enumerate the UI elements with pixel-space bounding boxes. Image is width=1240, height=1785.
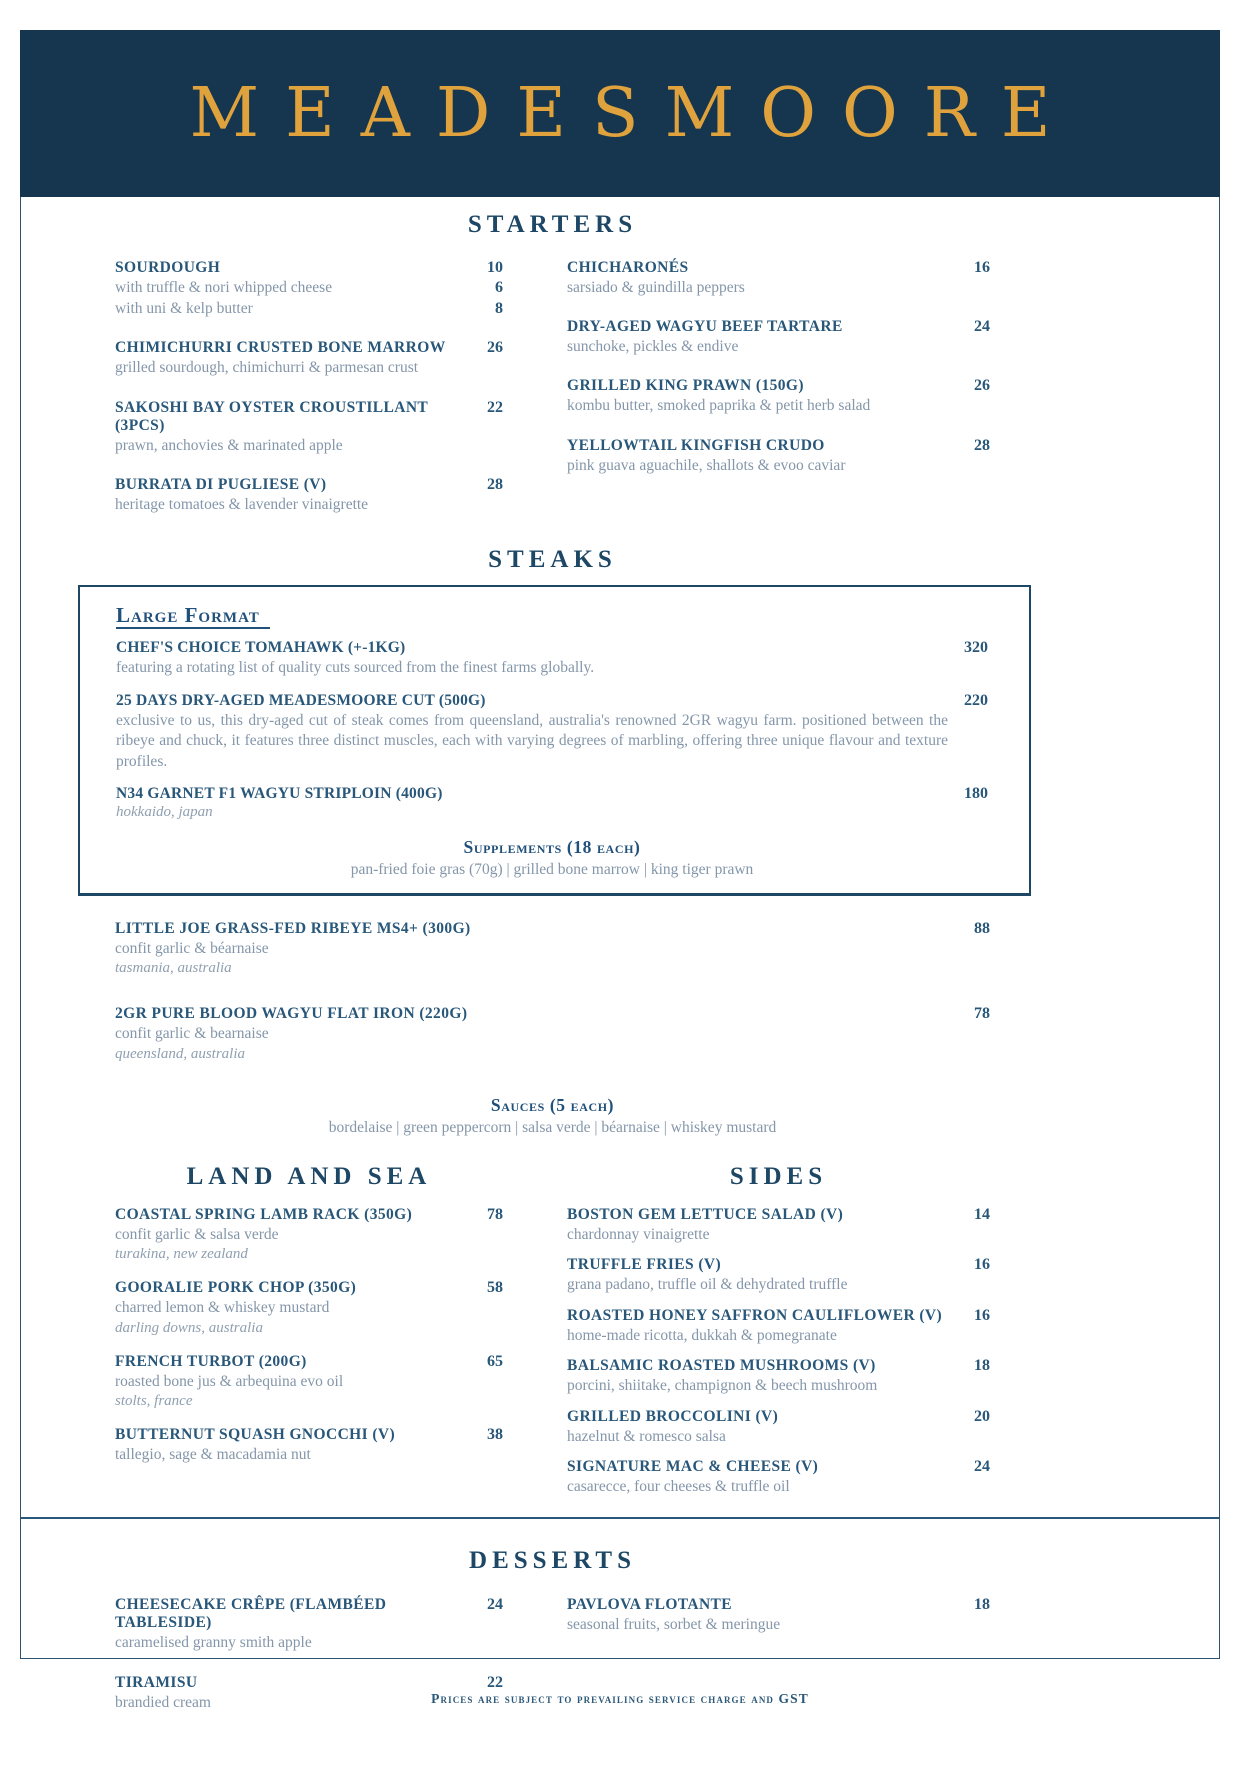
item-price: 18 xyxy=(974,1596,990,1614)
item-origin: stolts, france xyxy=(115,1392,193,1409)
item-origin: turakina, new zealand xyxy=(115,1246,248,1263)
section-title-steaks: STEAKS xyxy=(488,545,617,573)
item-title: CHEESECAKE CRÊPE (FLAMBÉED TABLESIDE) xyxy=(115,1596,387,1632)
item-lines xyxy=(115,277,503,320)
supplements-text: pan-fried foie gras (70g) | grilled bone marrow | king tiger prawn xyxy=(350,861,754,879)
menu-item xyxy=(115,1674,503,1713)
item-title: CHICHARONÉS xyxy=(567,258,689,276)
item-origin: queensland, australia xyxy=(115,1045,245,1062)
item-lines xyxy=(567,1614,990,1635)
item-origin: darling downs, australia xyxy=(115,1319,263,1336)
section-divider xyxy=(21,1517,1219,1519)
large-format-box xyxy=(78,585,1031,896)
item-title: DRY-AGED WAGYU BEEF TARTARE xyxy=(567,317,843,335)
item-title: SAKOSHI BAY OYSTER CROUSTILLANT (3PCS) xyxy=(115,398,428,434)
item-description: grilled sourdough, chimichurri & parmesan crust xyxy=(115,359,419,377)
item-title: GRILLED KING PRAWN (150G) xyxy=(567,377,804,395)
item-header xyxy=(567,1596,990,1614)
section-title-land-and-sea: LAND AND SEA xyxy=(186,1162,432,1190)
item-line xyxy=(115,1444,503,1465)
menu-item xyxy=(115,1206,503,1265)
item-lines xyxy=(567,1325,990,1346)
item-line xyxy=(567,336,990,357)
item-price: 22 xyxy=(487,1673,503,1691)
steak-items xyxy=(115,920,990,1065)
menu-item xyxy=(115,1426,503,1465)
item-price: 20 xyxy=(974,1407,990,1425)
item-lines xyxy=(115,1297,503,1318)
menu-item xyxy=(567,1408,990,1447)
item-description: casarecce, four cheeses & truffle oil xyxy=(567,1478,790,1496)
item-title: 2GR PURE BLOOD WAGYU FLAT IRON (220G) xyxy=(115,1005,468,1023)
item-title: PAVLOVA FLOTANTE xyxy=(567,1596,733,1614)
item-description: exclusive to us, this dry-aged cut of steak comes from queensland, australia's renowned 2GR wagyu farm. positioned between the ribeye and chuck, it features three distinct muscles, each with varying degrees of marbling, offering three unique flavour and texture profiles. xyxy=(116,711,948,770)
item-sub-price: 8 xyxy=(495,299,503,317)
item-header xyxy=(115,399,503,435)
sauces-text: bordelaise | green peppercorn | salsa verde | béarnaise | whiskey mustard xyxy=(328,1118,777,1136)
item-lines xyxy=(567,1274,990,1295)
item-description: caramelised granny smith apple xyxy=(115,1634,312,1652)
item-lines xyxy=(115,357,503,378)
sauces-heading: Sauces (5 each) xyxy=(490,1094,615,1115)
item-description: pink guava aguachile, shallots & evoo caviar xyxy=(567,456,846,474)
item-price: 38 xyxy=(487,1425,503,1443)
item-title: COASTAL SPRING LAMB RACK (350G) xyxy=(115,1206,413,1224)
menu-item xyxy=(115,920,990,979)
menu-item xyxy=(115,339,503,378)
item-lines xyxy=(567,277,990,298)
item-description: chardonnay vinaigrette xyxy=(567,1226,710,1244)
item-header xyxy=(115,1353,503,1371)
item-line xyxy=(567,1476,990,1497)
item-price: 24 xyxy=(974,1458,990,1476)
supplements-heading: Supplements (18 each) xyxy=(463,837,641,858)
item-header xyxy=(567,1206,990,1224)
item-lines xyxy=(115,435,503,456)
starters-left-column xyxy=(115,259,503,536)
item-price: 22 xyxy=(487,398,503,416)
menu-item xyxy=(567,259,990,298)
sides-column xyxy=(567,1163,990,1509)
item-title: CHIMICHURRI CRUSTED BONE MARROW xyxy=(115,339,446,357)
item-description: seasonal fruits, sorbet & meringue xyxy=(567,1616,781,1634)
item-header xyxy=(567,259,990,277)
item-lines xyxy=(115,1444,503,1465)
menu-item xyxy=(567,1458,990,1497)
item-line xyxy=(116,657,988,678)
menu-item xyxy=(115,399,503,456)
menu-item xyxy=(567,1357,990,1396)
item-description: brandied cream xyxy=(115,1693,211,1711)
item-description: hazelnut & romesco salsa xyxy=(567,1427,726,1445)
item-price: 10 xyxy=(487,258,503,276)
item-line xyxy=(115,494,503,515)
item-line xyxy=(115,435,503,456)
item-line xyxy=(115,1224,503,1245)
large-format-items xyxy=(116,639,988,823)
item-title: TIRAMISU xyxy=(115,1673,198,1691)
item-header xyxy=(115,1279,503,1297)
item-header xyxy=(115,339,503,357)
item-description: grana padano, truffle oil & dehydrated truffle xyxy=(567,1276,848,1294)
land-sea-sides-grid xyxy=(115,1163,990,1509)
item-origin: hokkaido, japan xyxy=(116,804,213,821)
menu-item xyxy=(116,639,988,678)
item-title: SIGNATURE MAC & CHEESE (V) xyxy=(567,1458,819,1476)
item-price: 28 xyxy=(974,436,990,454)
item-line xyxy=(567,1274,990,1295)
item-description: with uni & kelp butter xyxy=(115,299,253,317)
item-lines xyxy=(115,1224,503,1245)
restaurant-logo: MEADESMOORE xyxy=(189,73,1077,153)
large-format-heading: Large Format xyxy=(116,603,270,629)
sides-items xyxy=(567,1206,990,1498)
item-lines xyxy=(115,1371,503,1392)
item-description: kombu butter, smoked paprika & petit herb salad xyxy=(567,397,871,415)
item-title: TRUFFLE FRIES (V) xyxy=(567,1256,722,1274)
item-title: GOORALIE PORK CHOP (350G) xyxy=(115,1279,357,1297)
item-price: 16 xyxy=(974,258,990,276)
footer-note: Prices are subject to prevailing service charge and GST xyxy=(431,1691,809,1706)
item-line xyxy=(567,1224,990,1245)
item-line xyxy=(115,938,990,959)
menu-item xyxy=(115,1596,503,1653)
item-price: 28 xyxy=(487,476,503,494)
item-lines xyxy=(567,336,990,357)
item-price: 65 xyxy=(487,1352,503,1370)
item-lines xyxy=(567,1426,990,1447)
item-description: sarsiado & guindilla peppers xyxy=(567,278,745,296)
menu-item xyxy=(115,259,503,320)
item-lines xyxy=(567,1375,990,1396)
item-sub-price: 6 xyxy=(495,278,503,296)
item-title: BALSAMIC ROASTED MUSHROOMS (V) xyxy=(567,1357,876,1375)
item-line xyxy=(115,357,503,378)
item-header xyxy=(567,1458,990,1476)
item-title: CHEF'S CHOICE TOMAHAWK (+-1KG) xyxy=(116,639,406,657)
item-title: N34 GARNET F1 WAGYU STRIPLOIN (400G) xyxy=(116,785,443,803)
desserts-right-column xyxy=(567,1596,990,1655)
item-origin: tasmania, australia xyxy=(115,960,232,977)
item-price: 78 xyxy=(487,1206,503,1224)
item-description: charred lemon & whiskey mustard xyxy=(115,1299,330,1317)
item-title: 25 DAYS DRY-AGED MEADESMOORE CUT (500G) xyxy=(116,691,486,709)
item-header xyxy=(115,1206,503,1224)
item-header xyxy=(567,377,990,395)
menu-item xyxy=(116,785,988,823)
item-line xyxy=(567,277,990,298)
item-line xyxy=(115,1371,503,1392)
item-header xyxy=(567,1357,990,1375)
item-title: ROASTED HONEY SAFFRON CAULIFLOWER (V) xyxy=(567,1306,943,1324)
item-header xyxy=(115,920,990,938)
item-lines xyxy=(567,1224,990,1245)
item-title: SOURDOUGH xyxy=(115,258,221,276)
item-description: confit garlic & bearnaise xyxy=(115,1025,269,1043)
item-price: 78 xyxy=(974,1005,990,1023)
item-lines xyxy=(116,657,988,678)
item-price: 24 xyxy=(974,317,990,335)
item-description: with truffle & nori whipped cheese xyxy=(115,278,333,296)
item-line xyxy=(115,1297,503,1318)
steaks-content xyxy=(115,920,990,1509)
item-line xyxy=(567,1325,990,1346)
item-line xyxy=(115,1023,990,1044)
item-header xyxy=(567,1408,990,1426)
item-line xyxy=(115,298,503,319)
menu-item xyxy=(567,377,990,416)
item-price: 26 xyxy=(487,339,503,357)
menu-content xyxy=(115,197,990,573)
menu-item xyxy=(115,1279,503,1338)
menu-item xyxy=(567,437,990,476)
item-line xyxy=(115,1692,503,1713)
item-lines xyxy=(115,1692,503,1713)
item-title: BOSTON GEM LETTUCE SALAD (V) xyxy=(567,1206,844,1224)
item-lines xyxy=(116,710,988,772)
item-line xyxy=(115,277,503,298)
menu-item xyxy=(567,318,990,357)
item-header xyxy=(567,1256,990,1274)
starters-right-column xyxy=(567,259,990,497)
item-description: home-made ricotta, dukkah & pomegranate xyxy=(567,1326,837,1344)
item-lines xyxy=(115,1632,503,1653)
item-title: FRENCH TURBOT (200G) xyxy=(115,1352,307,1370)
item-lines xyxy=(567,395,990,416)
menu-item xyxy=(567,1206,990,1245)
section-title-sides: SIDES xyxy=(729,1162,828,1190)
sauces-note xyxy=(115,1095,990,1137)
land-and-sea-column xyxy=(115,1163,503,1480)
desserts-content xyxy=(115,1547,990,1733)
menu-item xyxy=(567,1307,990,1346)
item-line xyxy=(567,455,990,476)
item-header xyxy=(116,785,988,803)
desserts-left-column xyxy=(115,1596,503,1733)
starters-grid xyxy=(115,259,990,536)
item-description: prawn, anchovies & marinated apple xyxy=(115,436,343,454)
item-header xyxy=(115,1426,503,1444)
section-title-starters: STARTERS xyxy=(467,211,638,238)
item-header xyxy=(115,1596,503,1632)
item-description: tallegio, sage & macadamia nut xyxy=(115,1445,311,1463)
item-header xyxy=(115,1005,990,1023)
item-line xyxy=(115,1632,503,1653)
supplements-note xyxy=(116,837,988,879)
item-description: roasted bone jus & arbequina evo oil xyxy=(115,1372,344,1390)
item-line xyxy=(567,1375,990,1396)
item-header xyxy=(116,692,988,710)
item-description: confit garlic & salsa verde xyxy=(115,1226,279,1244)
item-header xyxy=(115,259,503,277)
menu-item xyxy=(115,1005,990,1064)
item-price: 24 xyxy=(487,1596,503,1614)
item-price: 18 xyxy=(974,1357,990,1375)
item-title: LITTLE JOE GRASS-FED RIBEYE MS4+ (300G) xyxy=(115,920,471,938)
item-header xyxy=(115,1674,503,1692)
item-header xyxy=(116,639,988,657)
item-line xyxy=(567,1426,990,1447)
item-title: YELLOWTAIL KINGFISH CRUDO xyxy=(567,436,825,454)
item-price: 26 xyxy=(974,377,990,395)
item-description: confit garlic & béarnaise xyxy=(115,940,269,958)
menu-item xyxy=(115,1353,503,1412)
item-line xyxy=(567,1614,990,1635)
item-header xyxy=(115,476,503,494)
item-lines xyxy=(567,455,990,476)
item-header xyxy=(567,1307,990,1325)
item-price: 88 xyxy=(974,920,990,938)
item-title: GRILLED BROCCOLINI (V) xyxy=(567,1407,779,1425)
item-lines xyxy=(567,1476,990,1497)
item-price: 180 xyxy=(964,785,988,803)
item-description: featuring a rotating list of quality cuts sourced from the finest farms globally. xyxy=(116,659,595,677)
item-lines xyxy=(115,494,503,515)
menu-item xyxy=(567,1596,990,1635)
item-price: 16 xyxy=(974,1306,990,1324)
item-header xyxy=(567,437,990,455)
item-header xyxy=(567,318,990,336)
item-title: BURRATA DI PUGLIESE (V) xyxy=(115,476,327,494)
menu-item xyxy=(115,476,503,515)
item-title: BUTTERNUT SQUASH GNOCCHI (V) xyxy=(115,1425,396,1443)
item-lines xyxy=(115,1023,990,1044)
desserts-grid xyxy=(115,1596,990,1733)
item-description: sunchoke, pickles & endive xyxy=(567,337,739,355)
land-and-sea-items xyxy=(115,1206,503,1465)
item-price: 58 xyxy=(487,1279,503,1297)
item-description: porcini, shiitake, champignon & beech mushroom xyxy=(567,1377,878,1395)
item-line xyxy=(567,395,990,416)
item-price: 14 xyxy=(974,1206,990,1224)
item-price: 320 xyxy=(964,639,988,657)
item-price: 16 xyxy=(974,1256,990,1274)
section-title-desserts: DESSERTS xyxy=(469,1546,636,1574)
item-lines xyxy=(115,938,990,959)
item-line xyxy=(116,710,988,772)
masthead xyxy=(20,30,1220,197)
menu-item xyxy=(116,692,988,772)
item-price: 220 xyxy=(964,691,988,709)
item-description: heritage tomatoes & lavender vinaigrette xyxy=(115,496,369,514)
menu-item xyxy=(567,1256,990,1295)
